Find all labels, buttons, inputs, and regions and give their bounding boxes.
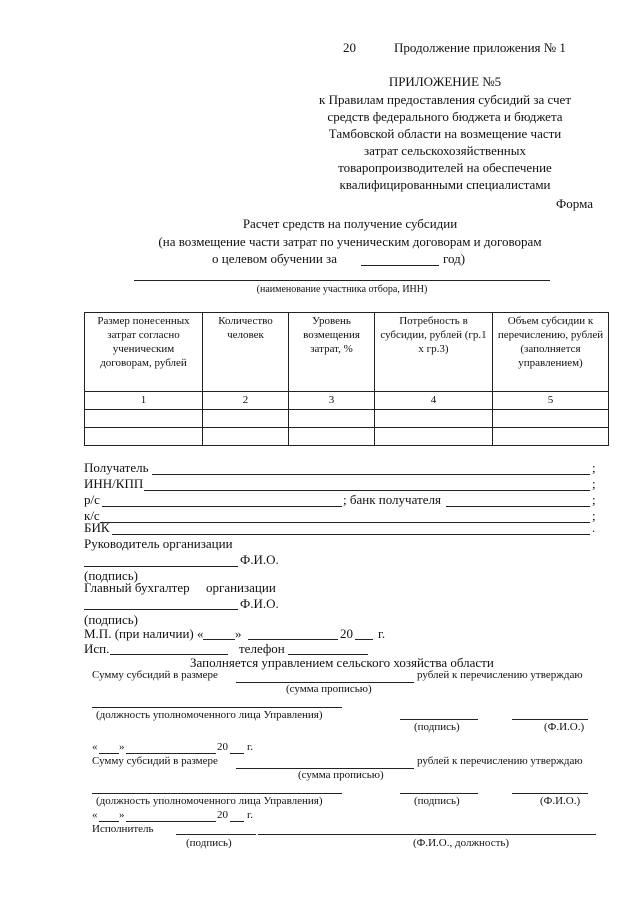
accountant-sign-field[interactable] [84, 609, 238, 610]
column-number: 2 [203, 392, 289, 410]
approver-fio-field[interactable] [512, 793, 588, 794]
table-cell[interactable] [289, 410, 375, 428]
date-year-field[interactable] [230, 753, 244, 754]
mp-year-prefix: 20 [340, 626, 353, 641]
appendix-line: средств федерального бюджета и бюджета [327, 109, 563, 124]
inn-kpp-field[interactable] [144, 490, 590, 491]
phone-label: телефон [239, 641, 285, 656]
date-year-prefix: 20 [217, 741, 228, 753]
table-cell[interactable] [203, 428, 289, 446]
table-cell[interactable] [85, 428, 203, 446]
date-year-suffix: г. [247, 741, 254, 753]
appendix-line: Тамбовской области на возмещение части [328, 126, 562, 141]
semicolon: ; [592, 492, 596, 507]
column-number: 1 [85, 392, 203, 410]
approver-sign-caption: (подпись) [414, 795, 460, 807]
executor-short-label: Исп. [84, 641, 110, 656]
date-open-quote: « [92, 809, 98, 821]
column-header: Уровень возмещения затрат, % [289, 313, 375, 392]
appendix-line: товаропроизводителей на обеспечение [338, 160, 552, 175]
table-cell[interactable] [375, 428, 493, 446]
date-open-quote: « [92, 741, 98, 753]
table-cell[interactable] [85, 410, 203, 428]
position-caption: (должность уполномоченного лица Управления) [96, 709, 323, 721]
table-cell[interactable] [493, 428, 609, 446]
date-close-quote: » [119, 809, 125, 821]
accountant-sign-caption: (подпись) [84, 612, 138, 627]
appendix-line: к Правилам предоставления субсидий за счет [319, 92, 571, 107]
sum-suffix: рублей к перечислению утверждаю [417, 755, 583, 767]
column-header: Объем субсидии к перечислению, рублей (заполняется управлением) [493, 313, 609, 392]
page-number: 20 [343, 40, 356, 55]
recipient-field[interactable] [152, 474, 590, 475]
calc-year-suffix: год) [443, 251, 466, 266]
calc-year-prefix: о целевом обучении за [212, 251, 337, 266]
bank-label: ; банк получателя [343, 492, 441, 507]
date-day-field[interactable] [99, 821, 119, 822]
position-field[interactable] [92, 707, 342, 708]
approver-fio-caption: (Ф.И.О.) [540, 795, 581, 807]
mp-close-quote: » [235, 626, 242, 641]
rs-label: р/с [84, 492, 100, 507]
table-cell[interactable] [289, 428, 375, 446]
year-blank[interactable] [361, 265, 439, 266]
bik-field[interactable] [112, 534, 590, 535]
sum-words-caption: (сумма прописью) [298, 769, 384, 781]
table-cell[interactable] [375, 410, 493, 428]
participant-caption: (наименование участника отбора, ИНН) [256, 284, 428, 295]
column-header: Потребность в субсидии, рублей (гр.1 х гр.3) [375, 313, 493, 392]
approver-fio-caption: (Ф.И.О.) [544, 721, 585, 733]
accountant-fio: Ф.И.О. [240, 596, 279, 611]
rs-field[interactable] [102, 506, 342, 507]
mp-year-suffix: г. [378, 626, 386, 641]
head-sign-field[interactable] [84, 566, 238, 567]
date-close-quote: » [119, 741, 125, 753]
mp-day-field[interactable] [203, 639, 235, 640]
bik-label: БИК [84, 520, 110, 535]
appendix-line: затрат сельскохозяйственных [364, 143, 526, 158]
mp-month-field[interactable] [248, 639, 338, 640]
table-cell[interactable] [203, 410, 289, 428]
executor-sign-field[interactable] [176, 834, 256, 835]
approver-sign-caption: (подпись) [414, 721, 460, 733]
subsidy-table [84, 312, 609, 446]
column-header: Размер понесенных затрат согласно ученическим договорам, рублей [85, 313, 203, 392]
sum-suffix: рублей к перечислению утверждаю [417, 669, 583, 681]
bank-field[interactable] [446, 506, 590, 507]
appendix-line: квалифицированными специалистами [339, 177, 551, 192]
department-heading: Заполняется управлением сельского хозяйства области [190, 655, 494, 670]
calc-title: Расчет средств на получение субсидии [242, 216, 458, 231]
date-month-field[interactable] [126, 821, 216, 822]
sum-prefix: Сумму субсидий в размере [92, 669, 218, 681]
position-caption: (должность уполномоченного лица Управления) [96, 795, 323, 807]
form-label: Форма [556, 196, 593, 211]
sum-words-caption: (сумма прописью) [286, 683, 372, 695]
head-fio: Ф.И.О. [240, 552, 279, 567]
ks-label: к/с [84, 508, 100, 523]
period: . [592, 520, 596, 535]
calc-subtitle: (на возмещение части затрат по ученическим договорам и договорам [158, 234, 542, 249]
semicolon: ; [592, 476, 596, 491]
mp-year-field[interactable] [355, 639, 373, 640]
executor-sign-caption: (подпись) [186, 837, 232, 849]
appendix-title: ПРИЛОЖЕНИЕ №5 [388, 74, 502, 89]
inn-kpp-label: ИНН/КПП [84, 476, 144, 491]
column-number: 4 [375, 392, 493, 410]
date-year-prefix: 20 [217, 809, 228, 821]
approver-sign-field[interactable] [400, 793, 478, 794]
executor-fio-caption: (Ф.И.О., должность) [413, 837, 510, 849]
column-header: Количество человек [203, 313, 289, 392]
mp-label: М.П. (при наличии) « [84, 626, 204, 641]
approver-sign-field[interactable] [400, 719, 478, 720]
accountant-label: Главный бухгалтер [84, 580, 190, 595]
column-number: 5 [493, 392, 609, 410]
participant-field[interactable] [134, 280, 550, 281]
date-year-suffix: г. [247, 809, 254, 821]
date-day-field[interactable] [99, 753, 119, 754]
date-month-field[interactable] [126, 753, 216, 754]
continuation-label: Продолжение приложения № 1 [394, 40, 566, 55]
executor-label: Исполнитель [92, 823, 154, 835]
table-cell[interactable] [493, 410, 609, 428]
position-field[interactable] [92, 793, 342, 794]
column-number: 3 [289, 392, 375, 410]
head-sign-caption: (подпись) [84, 568, 138, 583]
recipient-label: Получатель [84, 460, 149, 475]
ks-field[interactable] [100, 522, 590, 523]
sum-prefix: Сумму субсидий в размере [92, 755, 218, 767]
date-year-field[interactable] [230, 821, 244, 822]
semicolon: ; [592, 508, 596, 523]
accountant-org-label: организации [206, 580, 276, 595]
semicolon: ; [592, 460, 596, 475]
head-label: Руководитель организации [84, 536, 233, 551]
approver-fio-field[interactable] [512, 719, 588, 720]
executor-fio-field[interactable] [258, 834, 596, 835]
